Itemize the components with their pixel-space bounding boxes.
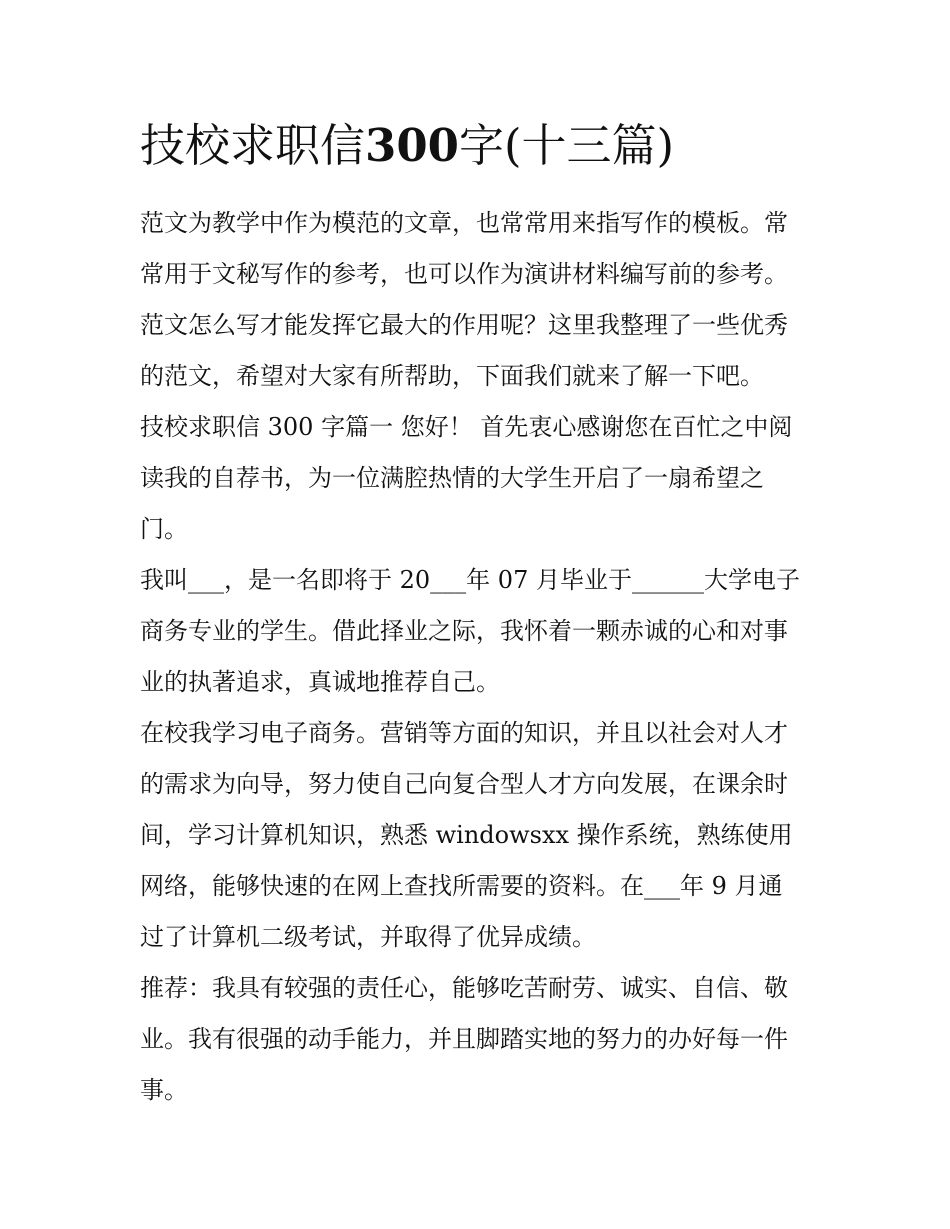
text-line: 我叫___，是一名即将于 20___年 07 月毕业于______大学电子 [140, 566, 800, 594]
text-line: 事。 [140, 1076, 188, 1104]
title-suffix: 字(十三篇) [458, 119, 675, 172]
text-line: 过了计算机二级考试，并取得了优异成绩。 [140, 923, 596, 951]
text-line: 门。 [140, 515, 188, 543]
page-title [140, 114, 674, 178]
text-line: 业。我有很强的动手能力，并且脚踏实地的努力的办好每一件 [140, 1025, 788, 1053]
text-line: 的需求为向导，努力使自己向复合型人才方向发展，在课余时 [140, 770, 788, 798]
text-line: 商务专业的学生。借此择业之际，我怀着一颗赤诚的心和对事 [140, 617, 788, 645]
text-line: 间，学习计算机知识，熟悉 windowsxx 操作系统，熟练使用 [140, 821, 793, 849]
document-body [140, 198, 820, 1116]
text-line: 网络，能够快速的在网上查找所需要的资料。在___年 9 月通 [140, 872, 783, 900]
text-line: 读我的自荐书，为一位满腔热情的大学生开启了一扇希望之 [140, 464, 764, 492]
title-number: 300 [365, 119, 459, 172]
text-line: 范文怎么写才能发挥它最大的作用呢？这里我整理了一些优秀 [140, 311, 788, 339]
text-line: 常用于文秘写作的参考，也可以作为演讲材料编写前的参考。 [140, 260, 788, 288]
text-line: 技校求职信 300 字篇一 您好！ 首先衷心感谢您在百忙之中阅 [140, 413, 793, 441]
text-line: 在校我学习电子商务。营销等方面的知识，并且以社会对人才 [140, 719, 788, 747]
text-line: 范文为教学中作为模范的文章，也常常用来指写作的模板。常 [140, 209, 788, 237]
text-line: 推荐：我具有较强的责任心，能够吃苦耐劳、诚实、自信、敬 [140, 974, 788, 1002]
text-line: 业的执著追求，真诚地推荐自己。 [140, 668, 500, 696]
text-line: 的范文，希望对大家有所帮助，下面我们就来了解一下吧。 [140, 362, 764, 390]
title-prefix: 技校求职信 [140, 119, 366, 172]
